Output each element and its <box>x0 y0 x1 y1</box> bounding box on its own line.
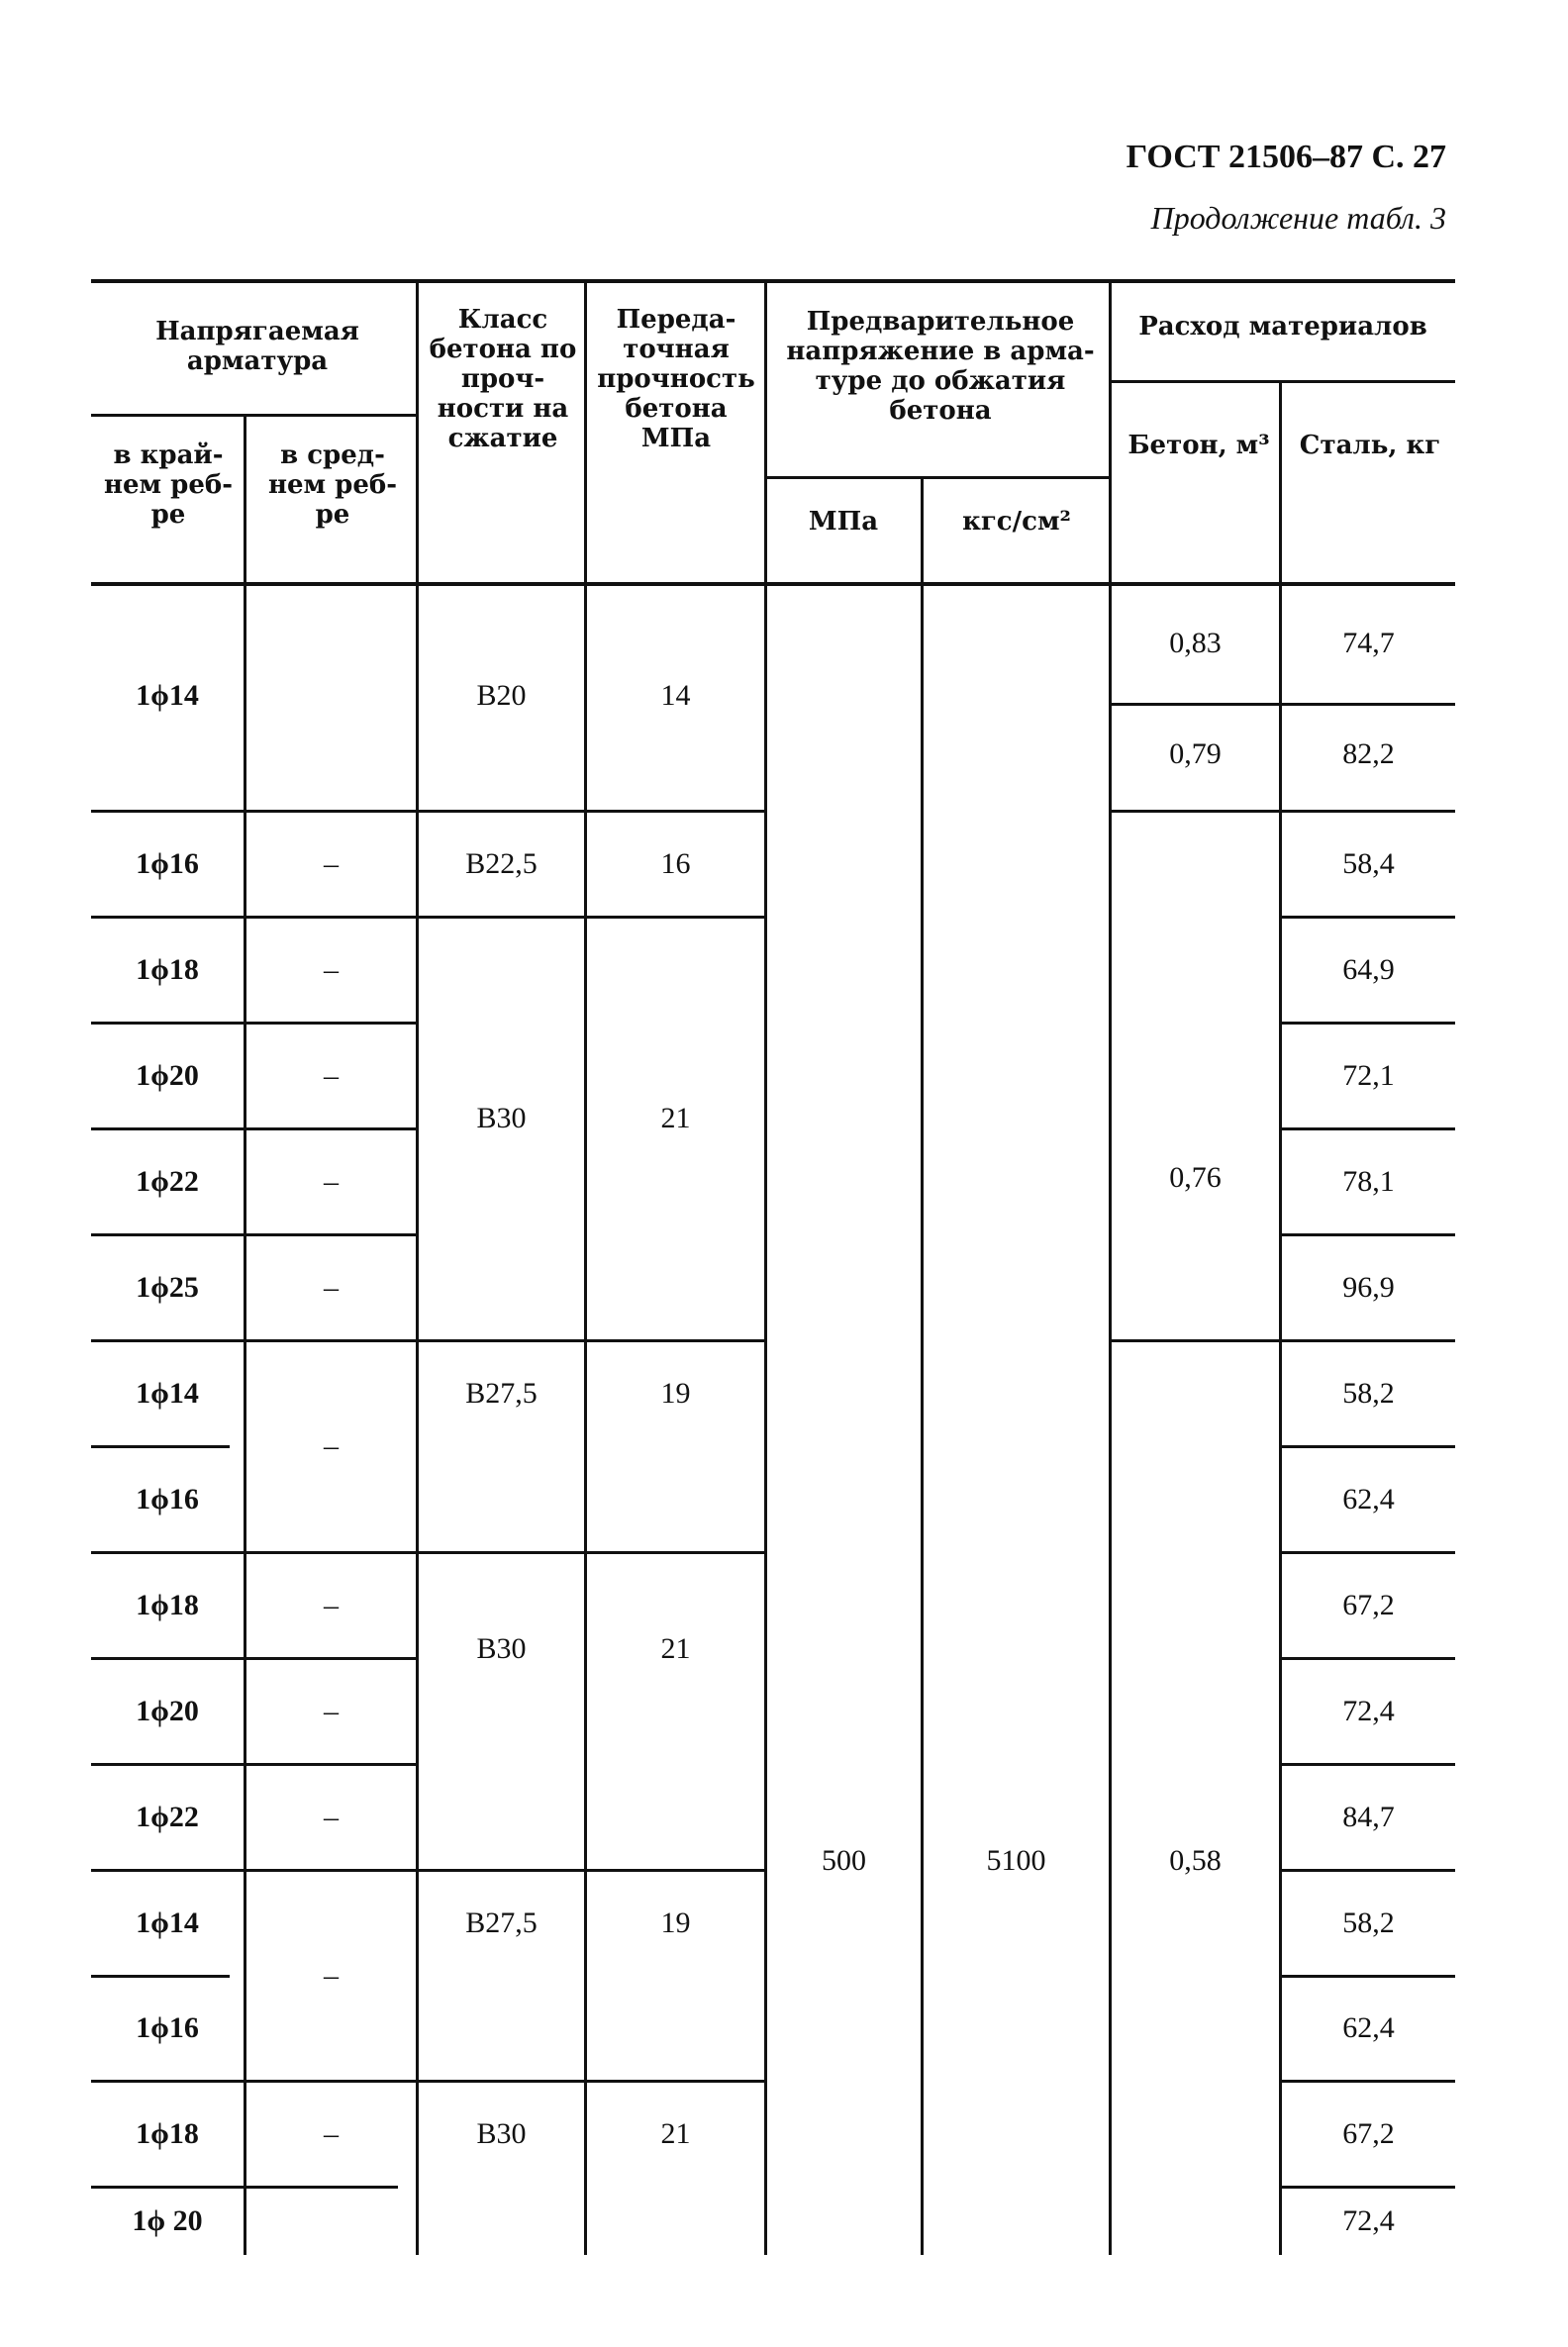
middle-rib-cell: – <box>324 1588 339 1621</box>
edge-rib-cell: 1ϕ22 <box>136 1164 199 1198</box>
middle-rib-cell: – <box>324 1270 339 1304</box>
header-transfer-strength: Переда-точная прочность бетона МПа <box>597 305 755 453</box>
concrete-volume-cell: 0,79 <box>1169 737 1222 770</box>
concrete-class-cell: B27,5 <box>465 1906 538 1939</box>
edge-rib-cell: 1ϕ14 <box>136 1376 199 1410</box>
middle-rib-cell: – <box>324 1429 339 1462</box>
middle-rib-cell: – <box>324 2116 339 2150</box>
prestress-kgf-cell: 5100 <box>986 1844 1046 1877</box>
concrete-volume-cell: 0,58 <box>1169 1844 1222 1877</box>
edge-rib-cell: 1ϕ18 <box>136 1588 199 1621</box>
edge-rib-cell: 1ϕ16 <box>136 2011 199 2044</box>
middle-rib-cell: – <box>324 846 339 880</box>
edge-rib-cell: 1ϕ18 <box>136 2116 199 2150</box>
middle-rib-cell: – <box>324 1958 339 1992</box>
edge-rib-cell: 1ϕ25 <box>136 1270 199 1304</box>
concrete-class-cell: B22,5 <box>465 846 538 880</box>
transfer-strength-cell: 19 <box>660 1376 691 1410</box>
header-mpa: МПа <box>808 507 879 537</box>
header-rule-materials <box>1111 380 1455 383</box>
header-concrete-volume: Бетон, м³ <box>1127 431 1270 460</box>
transfer-strength-cell: 21 <box>660 1102 691 1134</box>
steel-mass-cell: 72,1 <box>1342 1058 1395 1092</box>
edge-rib-cell: 1ϕ14 <box>136 1906 199 1939</box>
steel-mass-cell: 62,4 <box>1342 2011 1395 2044</box>
steel-mass-cell: 58,2 <box>1342 1906 1395 1939</box>
header-bottom-border <box>91 582 1455 586</box>
concrete-class-cell: B20 <box>476 679 527 712</box>
header-rule-reinforcement <box>91 414 418 417</box>
steel-mass-cell: 96,9 <box>1342 1270 1395 1304</box>
edge-rib-cell: 1ϕ20 <box>136 1058 199 1092</box>
concrete-volume-cell: 0,76 <box>1169 1161 1222 1194</box>
steel-mass-cell: 84,7 <box>1342 1800 1395 1833</box>
document-reference: ГОСТ 21506–87 С. 27 <box>1126 139 1446 175</box>
row-rule <box>418 1551 766 1554</box>
steel-mass-cell: 62,4 <box>1342 1482 1395 1516</box>
concrete-class-cell: B30 <box>476 1632 527 1665</box>
transfer-strength-cell: 21 <box>660 2116 691 2150</box>
steel-mass-cell: 58,2 <box>1342 1376 1395 1410</box>
edge-rib-cell: 1ϕ14 <box>136 679 199 712</box>
middle-rib-cell: – <box>324 1164 339 1198</box>
prestress-mpa-cell: 500 <box>822 1844 866 1877</box>
steel-mass-cell: 72,4 <box>1342 2204 1395 2237</box>
steel-mass-cell: 82,2 <box>1342 737 1395 770</box>
concrete-class-cell: B30 <box>476 1102 527 1134</box>
column-rule <box>1109 279 1112 2255</box>
header-materials: Расход материалов <box>1138 312 1427 342</box>
concrete-class-cell: B27,5 <box>465 1376 538 1410</box>
table-top-border <box>91 279 1455 283</box>
middle-rib-cell: – <box>324 952 339 986</box>
header-steel-mass: Сталь, кг <box>1299 431 1441 460</box>
transfer-strength-cell: 21 <box>660 1632 691 1665</box>
header-kgf-per-cm2: кгс/см² <box>962 507 1071 537</box>
edge-rib-cell: 1ϕ 20 <box>132 2204 203 2237</box>
header-middle-rib: в сред-нем реб-ре <box>267 440 398 530</box>
steel-mass-cell: 67,2 <box>1342 2116 1395 2150</box>
middle-rib-cell: – <box>324 1058 339 1092</box>
steel-mass-cell: 72,4 <box>1342 1694 1395 1727</box>
header-concrete-class: Класс бетона по проч-ности на сжатие <box>429 305 577 453</box>
concrete-volume-cell: 0,83 <box>1169 627 1222 659</box>
edge-rib-cell: 1ϕ16 <box>136 1482 199 1516</box>
steel-mass-cell: 58,4 <box>1342 846 1395 880</box>
edge-rib-cell: 1ϕ16 <box>136 846 199 880</box>
transfer-strength-cell: 16 <box>660 846 691 880</box>
steel-mass-cell: 78,1 <box>1342 1164 1395 1198</box>
header-rule-prestress <box>766 476 1111 479</box>
concrete-class-cell: B30 <box>476 2116 527 2150</box>
header-tensioned-reinforcement: Напрягаемая арматура <box>155 317 359 376</box>
steel-mass-cell: 74,7 <box>1342 627 1395 659</box>
transfer-strength-cell: 19 <box>660 1906 691 1939</box>
column-rule <box>921 476 924 2255</box>
column-rule <box>764 279 767 2255</box>
middle-rib-cell: – <box>324 1800 339 1833</box>
edge-rib-cell: 1ϕ18 <box>136 952 199 986</box>
edge-rib-cell: 1ϕ22 <box>136 1800 199 1833</box>
header-prestress: Предварительное напряжение в арма-туре до обжатия бетона <box>786 307 1095 426</box>
middle-rib-cell: – <box>324 1694 339 1727</box>
table-continuation-label: Продолжение табл. 3 <box>1150 200 1446 236</box>
edge-rib-cell: 1ϕ20 <box>136 1694 199 1727</box>
steel-mass-cell: 64,9 <box>1342 952 1395 986</box>
steel-mass-cell: 67,2 <box>1342 1588 1395 1621</box>
transfer-strength-cell: 14 <box>660 679 691 712</box>
header-edge-rib: в край-нем реб-ре <box>103 440 234 530</box>
